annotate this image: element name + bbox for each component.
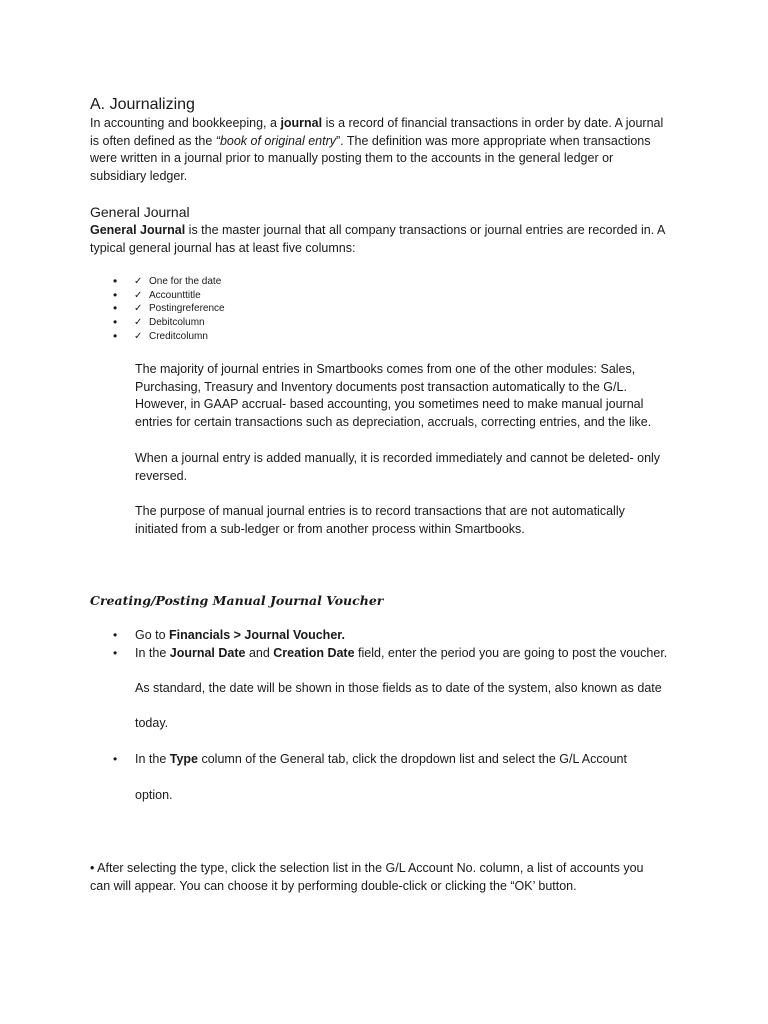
list-item-label: One for the date — [149, 276, 222, 287]
list-item — [134, 316, 205, 330]
bullet-dot: • — [113, 301, 118, 315]
list-item-label: Debitcolumn — [149, 317, 205, 328]
journalizing-paragraph — [90, 115, 663, 186]
bullet-dot: • — [113, 329, 118, 343]
text: In accounting and bookkeeping, a — [90, 116, 281, 130]
text: ”. The definition was more appropriate when transactions — [335, 133, 651, 148]
text: In the — [135, 752, 170, 766]
smartbooks-paragraph — [135, 361, 651, 432]
check-icon: ✓ — [134, 303, 143, 314]
list-item — [134, 330, 208, 344]
step-dates-note-end: today. — [135, 716, 169, 730]
bullet-dot: • — [113, 274, 118, 288]
section-title-voucher: Creating/Posting Manual Journal Voucher — [90, 593, 384, 608]
line: typical general journal has at least five columns: — [90, 240, 356, 255]
text: column of the General tab, click the dropdown list and select the G/L Account — [198, 752, 627, 766]
field-creation-date: Creation Date — [273, 646, 355, 660]
list-item — [134, 302, 225, 316]
step-go-to — [135, 627, 345, 645]
line: reversed. — [135, 468, 188, 483]
check-icon: ✓ — [134, 317, 143, 328]
text: is a record of financial transactions in order by date. A journal — [322, 116, 664, 130]
bullet-dot: • — [113, 628, 118, 642]
line: The purpose of manual journal entries is to record transactions that are not automatically — [135, 504, 625, 518]
line: The majority of journal entries in Smartbooks comes from one of the other modules: Sales, — [135, 362, 636, 376]
purpose-paragraph — [135, 503, 625, 538]
step-type — [135, 751, 627, 769]
bullet-dot: • — [113, 315, 118, 329]
line: When a journal entry is added manually, it is recorded immediately and cannot be deleted- only — [135, 451, 661, 465]
bullet-dot: • — [113, 752, 118, 766]
text: and — [245, 646, 274, 660]
menu-path: Financials > Journal Voucher. — [169, 628, 345, 642]
step-type-end: option. — [135, 788, 173, 802]
list-item-label: Postingreference — [149, 303, 225, 314]
line: However, in GAAP accrual- based accounting, you sometimes need to make manual journal — [135, 397, 644, 412]
line: subsidiary ledger. — [90, 169, 188, 184]
text: is often defined as the — [90, 133, 216, 148]
bold-term-journal: journal — [280, 116, 323, 130]
line — [90, 222, 665, 240]
text: is the master journal that all company transactions or journal entries are recorded in. A — [185, 223, 666, 237]
line — [90, 115, 663, 133]
text: Go to — [135, 628, 170, 642]
final-paragraph — [90, 860, 644, 895]
check-icon: ✓ — [134, 290, 143, 301]
column-type: Type — [169, 752, 198, 766]
field-journal-date: Journal Date — [169, 646, 246, 660]
line: can will appear. You can choose it by performing double-click or clicking the “OK’ button. — [90, 878, 577, 893]
check-icon: ✓ — [134, 331, 143, 342]
list-item-label: Creditcolumn — [149, 331, 208, 342]
list-item — [134, 289, 201, 303]
check-icon: ✓ — [134, 276, 143, 287]
step-dates-note: As standard, the date will be shown in those fields as to date of the system, also known as date — [135, 681, 662, 695]
step-dates — [135, 645, 667, 663]
list-item-label: Accounttitle — [149, 290, 201, 301]
line: Purchasing, Treasury and Inventory documents post transaction automatically to the G/L. — [135, 379, 627, 394]
italic-term: “book of original entry — [215, 133, 336, 148]
manual-entry-paragraph — [135, 450, 660, 485]
text: field, enter the period you are going to post the voucher. — [354, 646, 668, 660]
bullet-dot: • — [113, 288, 118, 302]
bullet-dot: • — [113, 646, 118, 660]
line: • After selecting the type, click the selection list in the G/L Account No. column, a list of accounts you — [90, 861, 644, 875]
general-journal-paragraph — [90, 222, 665, 257]
line: entries for certain transactions such as depreciation, accruals, correcting entries, and the like. — [135, 415, 652, 430]
bold-term-general-journal: General Journal — [90, 223, 186, 237]
line — [90, 133, 663, 151]
line: were written in a journal prior to manually posting them to the accounts in the general ledger or — [90, 151, 614, 166]
list-item — [134, 275, 221, 289]
section-title-general-journal: General Journal — [90, 204, 190, 220]
section-title-journalizing: A. Journalizing — [90, 96, 195, 113]
text: In the — [135, 646, 170, 660]
line: initiated from a sub-ledger or from another process within Smartbooks. — [135, 521, 525, 536]
